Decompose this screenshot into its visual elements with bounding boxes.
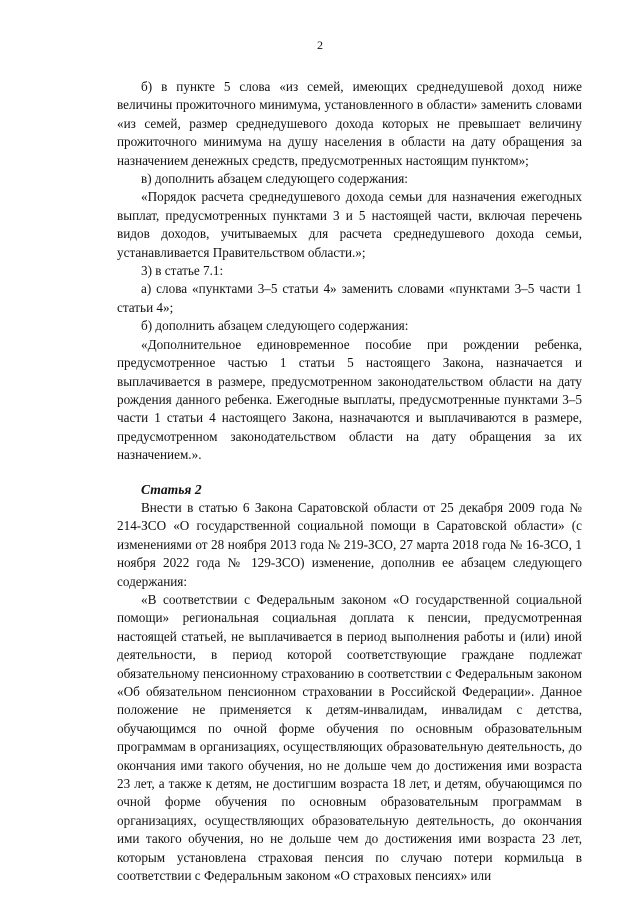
paragraph-article-2-intro: Внести в статью 6 Закона Саратовской области от 25 декабря 2009 года № 214-ЗСО «О государственной социальной помощи в Саратовской области» (с изменениями от 28 ноября 2013 года № 219-ЗСО, 27 марта 2018 года № 16-ЗСО, 1 ноября 2022 года № 129-ЗСО) изменение, дополнив ее абзацем следующего содержания: <box>117 499 582 589</box>
paragraph-item-b-point-5: б) в пункте 5 слова «из семей, имеющих среднедушевой доход ниже величины прожиточного минимума, установленного в области» заменить словами «из семей, размер среднедушевого дохода которых не превышает величину прожиточного минимума на душу населения в области на дату обращения за назначением денежных средств, предусмотренных настоящим пунктом»; <box>117 79 582 168</box>
paragraph-quote-income-order: «Порядок расчета среднедушевого дохода семьи для назначения ежегодных выплат, предусмотренных пунктами 3 и 5 настоящей части, включая перечень видов доходов, учитываемых для расчета среднедушевого дохода семьи, устанавливается Правительством области.»; <box>117 189 582 260</box>
paragraph-item-a-replace: а) слова «пунктами 3–5 статьи 4» заменить словами «пунктами 3–5 части 1 статьи 4»; <box>117 281 582 315</box>
paragraph-quote-birth-allowance: «Дополнительное единовременное пособие при рождении ребенка, предусмотренное частью 1 статьи 5 настоящего Закона, назначается и выплачивается в размере, предусмотренном законодательством области на дату рождения данного ребенка. Ежегодные выплаты, предусмотренные пунктами 3–5 части 1 статьи 4 настоящего Закона, назначаются и выплачиваются в размере, предусмотренном законодательством области на дату обращения за их назначением.». <box>117 336 582 463</box>
page-number: 2 <box>317 38 323 52</box>
article-2-heading: Статья 2 <box>141 481 202 497</box>
paragraph-quote-social-assistance: «В соответствии с Федеральным законом «О государственной социальной помощи» региональная социальная доплата к пенсии, предусмотренная настоящей статьей, не выплачивается в период выполнения работы и (или) иной деятельности, в период которой соответствующие граждане подлежат обязательному пенсионному страхованию в соответствии с Федеральным законом «Об обязательном пенсионном страховании в Российской Федерации». Данное положение не применяется к детям-инвалидам, инвалидам с детства, обучающимся по очной форме обучения по основным образовательным программам в организациях, осуществляющих образовательную деятельность, до окончания ими такого обучения, но не дольше чем до достижения ими возраста 23 лет, а также к детям, не достигшим возраста 18 лет, и детям, обучающимся по очной форме обучения по основным образовательным программам в организациях, осуществляющих образовательную деятельность, до окончания ими такого обучения, но не дольше чем до достижения ими возраста 23 лет, которым установлена страховая пенсия по случаю потери кормильца в соответствии с Федеральным законом «О страховых пенсиях» или <box>117 591 582 884</box>
paragraph-item-3-article-7-1: 3) в статье 7.1: <box>141 263 224 279</box>
paragraph-item-v-add: в) дополнить абзацем следующего содержания: <box>141 171 408 187</box>
paragraph-item-b-add: б) дополнить абзацем следующего содержания: <box>141 318 409 334</box>
document-body <box>117 78 582 885</box>
